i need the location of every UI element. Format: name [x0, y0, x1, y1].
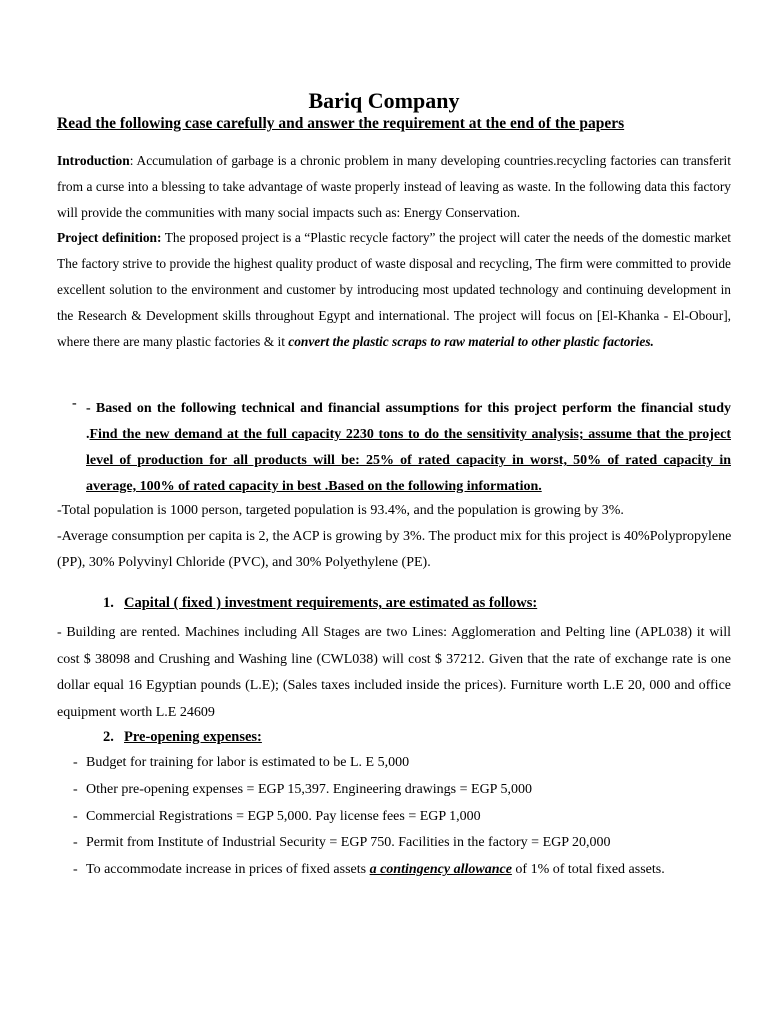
task-lead: - Based on the following technical and financial assumptions for this project perform the financial study .: [86, 401, 731, 442]
list-item: - Other pre-opening expenses = EGP 15,397. Engineering drawings = EGP 5,000: [73, 782, 532, 797]
task-bullet: [72, 396, 731, 500]
list-item: - To accommodate increase in prices of fixed assets a contingency allowance of 1% of total fixed assets.: [73, 862, 665, 877]
capital-investment-text: - Building are rented. Machines including All Stages are two Lines: Agglomeration and Pelting line (APL038) it will cost $ 38098 and Crushing and Washing line (CWL038) will cost $ 37212. Given that the rate of exchange rate is one dollar equal 16 Egyptian pounds (L.E); (Sales taxes included inside the prices). Furniture worth L.E 20, 000 and office equipment worth L.E 24609: [57, 625, 731, 720]
list-item: - Budget for training for labor is estimated to be L. E 5,000: [73, 755, 410, 770]
introduction-text: : Accumulation of garbage is a chronic problem in many developing countries.recycling factories can transferit from a curse into a blessing to take advantage of waste properly instead of leaving as waste. In the following data this factory will provide the communities with many social impacts such as: Energy Conservation.: [57, 153, 731, 220]
section-1-heading: [103, 595, 537, 612]
project-definition-text: The proposed project is a “Plastic recycle factory” the project will cater the needs of the domestic market The factory strive to provide the highest quality product of waste disposal and recycling, The firm were committed to provide excellent solution to the environment and customer by introducing most updated technology and continuing development in the Research & Development skills throughout Egypt and international. The project will focus on [El-Khanka - El-Obour], where there are many plastic factories & it: [57, 230, 732, 349]
section-2-number: 2.: [103, 729, 114, 745]
contingency-allowance-emphasis: a contingency allowance: [369, 862, 512, 877]
task-requirement: Find the new demand at the full capacity 2230 tons to do the sensitivity analysis; assume that the project level of production for all products will be: 25% of rated capacity in worst, 50% of rated capacity in average, 100% of rated capacity in best .Based on the following information.: [86, 427, 731, 494]
section-1-number: 1.: [103, 595, 114, 611]
instructions-subtitle: Read the following case carefully and answer the requirement at the end of the papers: [57, 115, 625, 132]
list-item: - Permit from Institute of Industrial Security = EGP 750. Facilities in the factory = EGP 20,000: [73, 835, 611, 850]
project-definition-label: Project definition:: [57, 230, 162, 246]
page-title: Bariq Company: [308, 88, 460, 113]
project-definition-emphasis: convert the plastic scraps to raw material to other plastic factories.: [288, 333, 654, 349]
section-1-title: Capital ( fixed ) investment requirements, are estimated as follows:: [124, 595, 538, 611]
section-2-title: Pre-opening expenses:: [124, 729, 262, 745]
task-dash: -: [72, 396, 77, 411]
list-item: - Commercial Registrations = EGP 5,000. Pay license fees = EGP 1,000: [73, 809, 481, 824]
introduction-section: [57, 148, 731, 354]
section-2-heading: [103, 729, 262, 746]
population-assumption: -Total population is 1000 person, targeted population is 93.4%, and the population is growing by 3%.: [57, 503, 624, 518]
introduction-label: Introduction: [57, 153, 130, 168]
consumption-assumption: -Average consumption per capita is 2, the ACP is growing by 3%. The product mix for this project is 40%Polypropylene (PP), 30% Polyvinyl Chloride (PVC), and 30% Polyethylene (PE).: [57, 529, 732, 570]
